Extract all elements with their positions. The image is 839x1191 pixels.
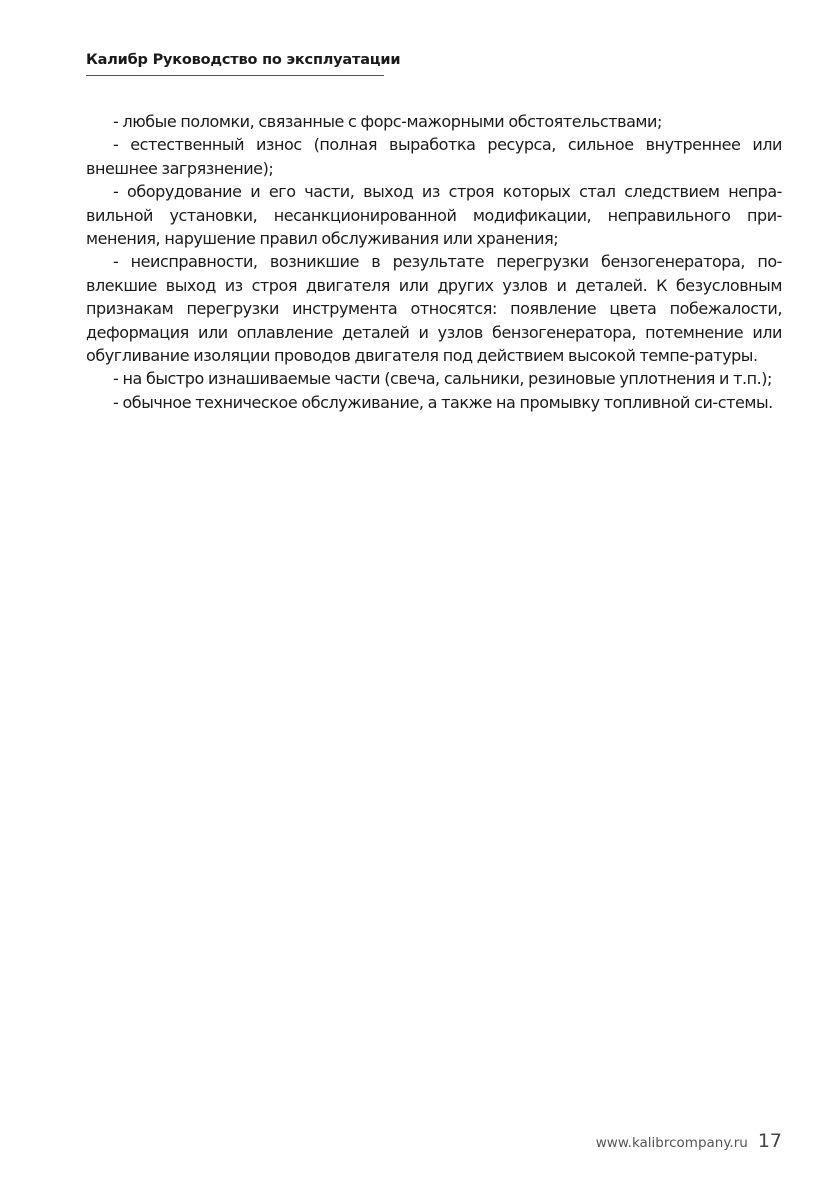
paragraph-natural-wear: - естественный износ (полная выработка ресурса, сильное внутреннее или внешнее загрязнение); [86,135,782,178]
paragraph-improper-installation: - оборудование и его части, выход из строя которых стал следствием непра-вильной установки, несанкционированной модификации, неправильного при-менения, нарушение правил обслуживания или хранения; [86,182,782,249]
page-footer [596,1130,782,1152]
paragraph-force-majeure: - любые поломки, связанные с форс-мажорными обстоятельствами; [113,112,662,131]
header-title: Калибр Руководство по эксплуатации [86,52,401,68]
page-header [86,50,401,76]
body-text [86,110,782,414]
paragraph-overload: - неисправности, возникшие в результате перегрузки бензогенератора, по-влекшие выход из строя двигателя или других узлов и деталей. К безусловным признакам перегрузки инструмента относятся: появление цвета побежалости, деформация или оплавление деталей и узлов бензогенератора, потемнение или обугливание изоляции проводов двигателя под действием высокой темпе-ратуры. [86,252,782,366]
paragraph-maintenance: - обычное техническое обслуживание, а также на промывку топливной си-стемы. [113,392,773,412]
footer-url: www.kalibrcompany.ru [595,1135,748,1151]
page-number: 17 [757,1130,782,1152]
header-divider [86,75,384,76]
paragraph-wear-parts: - на быстро изнашиваемые части (свеча, сальники, резиновые уплотнения и т.п.); [113,369,772,389]
